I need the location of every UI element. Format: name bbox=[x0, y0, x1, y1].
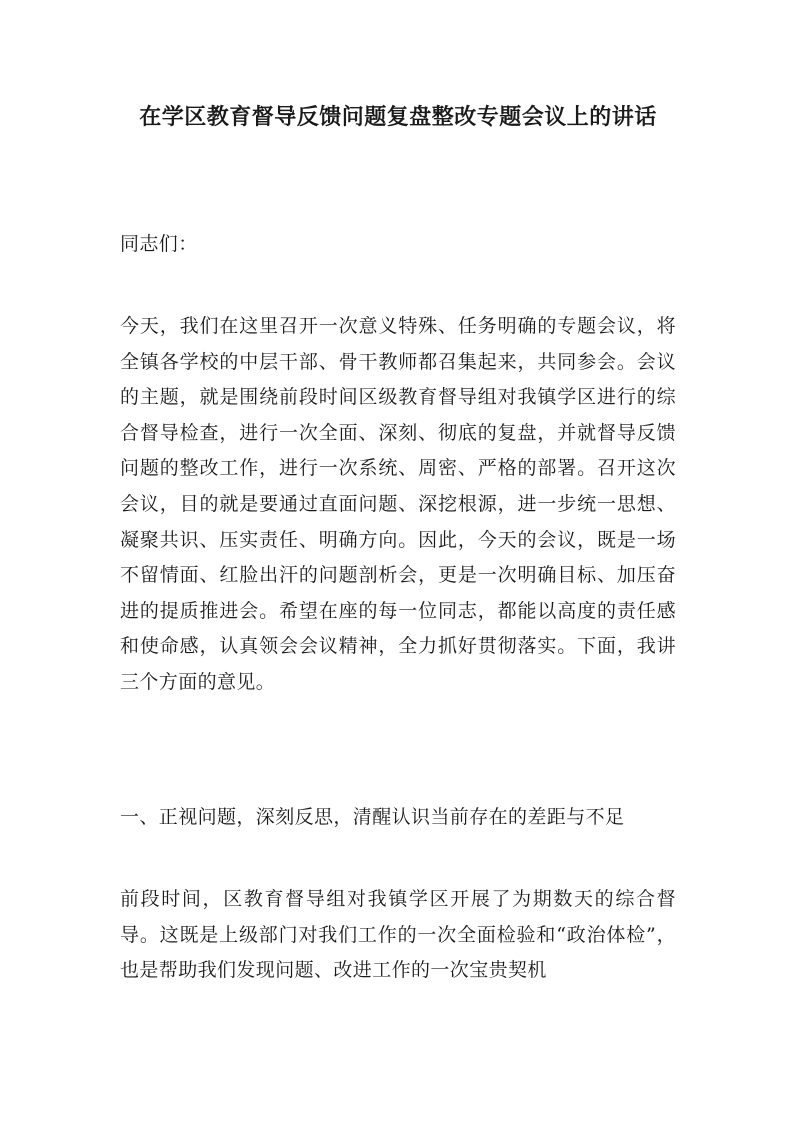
document-title: 在学区教育督导反馈问题复盘整改专题会议上的讲话 bbox=[139, 104, 657, 130]
paragraph-section-1: 前段时间，区教育督导组对我镇学区开展了为期数天的综合督导。这既是上级部门对我们工作的一次全面检验和“政治体检”，也是帮助我们发现问题、改进工作的一次宝贵契机 bbox=[120, 888, 676, 982]
paragraph-opening: 今天，我们在这里召开一次意义特殊、任务明确的专题会议，将全镇各学校的中层干部、骨干教师都召集起来，共同参会。会议的主题，就是围绕前段时间区级教育督导组对我镇学区进行的综合督导检查，进行一次全面、深刻、彻底的复盘，并就督导反馈问题的整改工作，进行一次系统、周密、严格的部署。召开这次会议，目的就是要通过直面问题、深挖根源，进一步统一思想、凝聚共识、压实责任、明确方向。因此，今天的会议，既是一场不留情面、红脸出汗的问题剖析会，更是一次明确目标、加压奋进的提质推进会。希望在座的每一位同志，都能以高度的责任感和使命感，认真领会会议精神，全力抓好贯彻落实。下面，我讲三个方面的意见。 bbox=[120, 315, 676, 693]
section-heading-1: 一、正视问题，深刻反思，清醒认识当前存在的差距与不足 bbox=[120, 806, 625, 828]
salutation: 同志们： bbox=[120, 233, 198, 255]
